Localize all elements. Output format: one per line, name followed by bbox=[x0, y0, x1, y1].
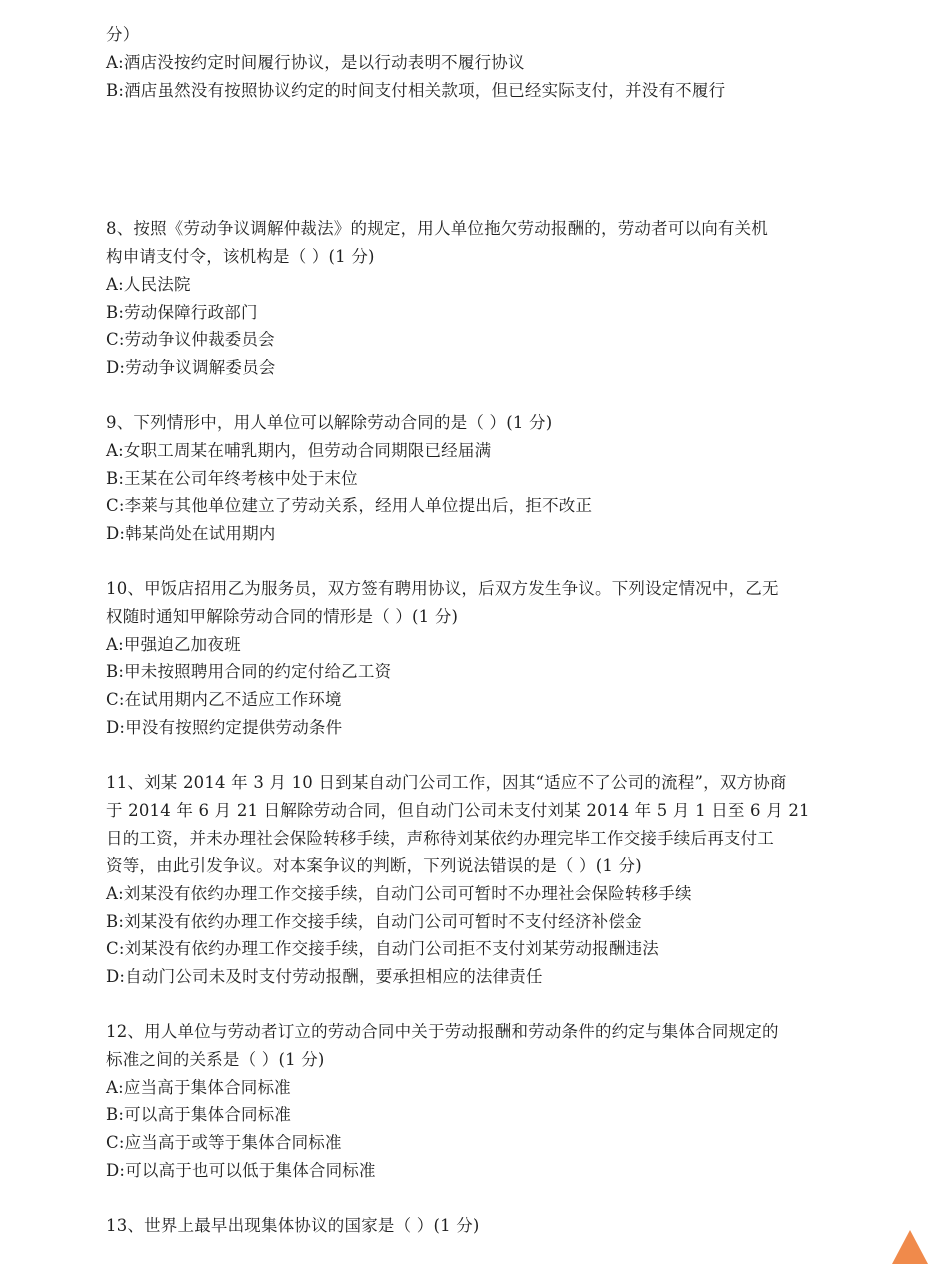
question-10-text: 10、甲饭店招用乙为服务员，双方签有聘用协议，后双方发生争议。下列设定情况中，乙无 bbox=[106, 579, 779, 598]
question-10-option-b: B:甲未按照聘用合同的约定付给乙工资 bbox=[106, 662, 392, 681]
question-8-option-c: C:劳动争议仲裁委员会 bbox=[106, 330, 275, 349]
question-11-text-cont-3: 资等，由此引发争议。对本案争议的判断，下列说法错误的是（ ）(1 分) bbox=[106, 856, 642, 875]
question-9-option-c: C:李莱与其他单位建立了劳动关系，经用人单位提出后，拒不改正 bbox=[106, 496, 593, 515]
question-12-option-b: B:可以高于集体合同标准 bbox=[106, 1105, 292, 1124]
question-13-text: 13、世界上最早出现集体协议的国家是（ ）(1 分) bbox=[106, 1216, 480, 1235]
question-11-text-cont-2: 日的工资，并未办理社会保险转移手续，声称待刘某依约办理完毕工作交接手续后再支付工 bbox=[106, 829, 774, 848]
option-b: B:酒店虽然没有按照协议约定的时间支付相关款项，但已经实际支付，并没有不履行 bbox=[106, 81, 726, 100]
question-8-option-b: B:劳动保障行政部门 bbox=[106, 303, 258, 322]
question-10-text-cont: 权随时通知甲解除劳动合同的情形是（ ）(1 分) bbox=[106, 607, 459, 626]
question-9-option-a: A:女职工周某在哺乳期内，但劳动合同期限已经届满 bbox=[106, 441, 492, 460]
question-8-text-cont: 构申请支付令，该机构是（ ）(1 分) bbox=[106, 247, 375, 266]
question-11-option-a: A:刘某没有依约办理工作交接手续，自动门公司可暂时不办理社会保险转移手续 bbox=[106, 884, 692, 903]
option-a: A:酒店没按约定时间履行协议，是以行动表明不履行协议 bbox=[106, 53, 525, 72]
question-9-option-b: B:王某在公司年终考核中处于末位 bbox=[106, 469, 358, 488]
question-10-option-c: C:在试用期内乙不适应工作环境 bbox=[106, 690, 342, 709]
question-9-option-d: D:韩某尚处在试用期内 bbox=[106, 524, 276, 543]
question-12-option-a: A:应当高于集体合同标准 bbox=[106, 1078, 291, 1097]
question-11-text-cont-1: 于 2014 年 6 月 21 日解除劳动合同，但自动门公司未支付刘某 2014 年 5 月 1 日至 6 月 21 bbox=[106, 801, 810, 820]
question-12-text: 12、用人单位与劳动者订立的劳动合同中关于劳动报酬和劳动条件的约定与集体合同规定的 bbox=[106, 1022, 779, 1041]
question-8-option-a: A:人民法院 bbox=[106, 275, 191, 294]
scroll-to-top-triangle-icon[interactable] bbox=[892, 1230, 928, 1264]
question-10-option-d: D:甲没有按照约定提供劳动条件 bbox=[106, 718, 343, 737]
question-9-text: 9、下列情形中，用人单位可以解除劳动合同的是（ ）(1 分) bbox=[106, 413, 553, 432]
question-11-text: 11、刘某 2014 年 3 月 10 日到某自动门公司工作，因其“适应不了公司的流程”，双方协商 bbox=[106, 773, 787, 792]
question-8-option-d: D:劳动争议调解委员会 bbox=[106, 358, 276, 377]
question-12-option-c: C:应当高于或等于集体合同标准 bbox=[106, 1133, 342, 1152]
previous-question-tail: 分） bbox=[106, 25, 140, 44]
question-11-option-d: D:自动门公司未及时支付劳动报酬，要承担相应的法律责任 bbox=[106, 967, 543, 986]
question-12-option-d: D:可以高于也可以低于集体合同标准 bbox=[106, 1161, 376, 1180]
question-11-option-c: C:刘某没有依约办理工作交接手续，自动门公司拒不支付刘某劳动报酬违法 bbox=[106, 939, 659, 958]
question-10-option-a: A:甲强迫乙加夜班 bbox=[106, 635, 241, 654]
question-11-option-b: B:刘某没有依约办理工作交接手续，自动门公司可暂时不支付经济补偿金 bbox=[106, 912, 642, 931]
question-8-text: 8、按照《劳动争议调解仲裁法》的规定，用人单位拖欠劳动报酬的，劳动者可以向有关机 bbox=[106, 219, 768, 238]
question-12-text-cont: 标准之间的关系是（ ）(1 分) bbox=[106, 1050, 325, 1069]
